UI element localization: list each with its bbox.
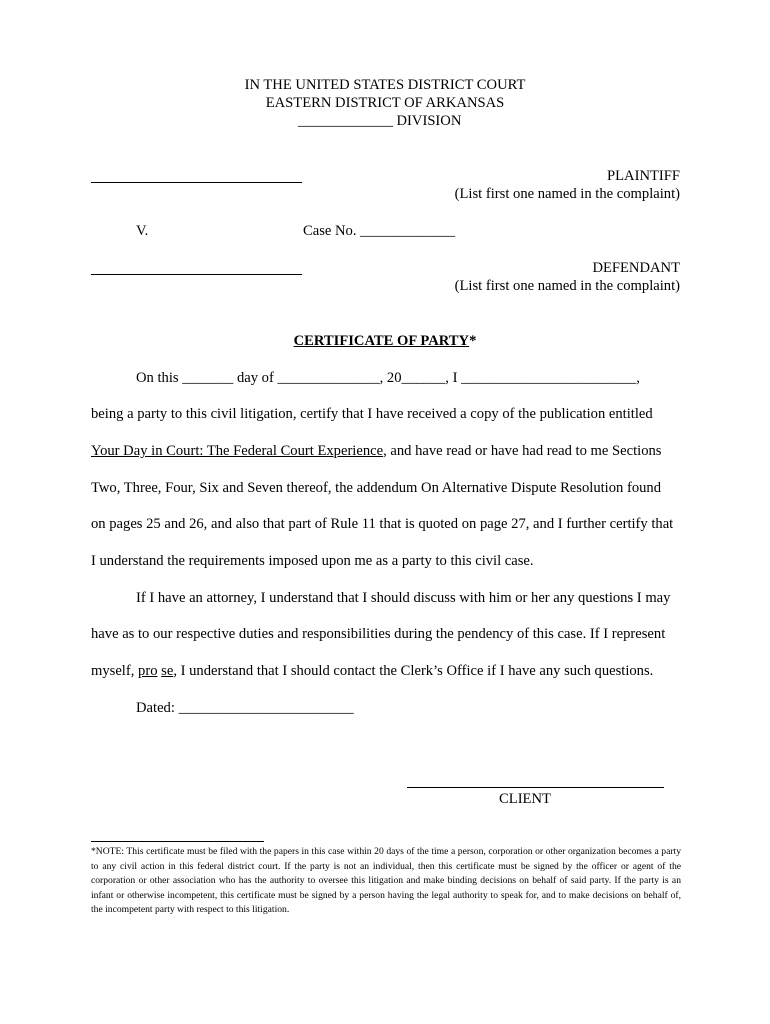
attorney-line-2: have as to our respective duties and responsibilities during the pendency of this case. If I represent bbox=[91, 626, 666, 642]
defendant-label: DEFENDANT bbox=[592, 260, 680, 276]
client-label: CLIENT bbox=[499, 791, 551, 807]
footnote-text: *NOTE: This certificate must be filed with the papers in this case within 20 days of the time a person, corporation or other organization becomes a party to any civil action in this federal district court. If the party is not an individual, then this certificate must be signed by the officer or agent of the corporation or other association who has the authority to oversee this litigation and make binding decisions on behalf of said party. If the party is an infant or otherwise incompetent, this certificate must be signed by a person having the legal authority to speak for, and to make decisions on behalf of, the incompetent party with respect to this litigation. bbox=[91, 846, 681, 916]
certificate-line-3-rest: , and have read or have had read to me Sections bbox=[383, 443, 662, 459]
footnote-separator bbox=[91, 841, 264, 842]
court-name: IN THE UNITED STATES DISTRICT COURT bbox=[244, 77, 526, 93]
plaintiff-label: PLAINTIFF bbox=[607, 168, 680, 184]
certificate-line-date[interactable]: On this _______ day of ______________, 20______, I ________________________, bbox=[136, 370, 640, 386]
attorney-line-3 bbox=[91, 662, 653, 680]
certificate-line-3 bbox=[91, 442, 661, 460]
plaintiff-note: (List first one named in the complaint) bbox=[454, 186, 680, 202]
case-no-label: Case No. bbox=[303, 223, 357, 239]
dated-blank[interactable]: ________________________ bbox=[178, 700, 354, 716]
defendant-name-line[interactable] bbox=[91, 274, 302, 275]
certificate-line-4: Two, Three, Four, Six and Seven thereof, the addendum On Alternative Dispute Resolution found bbox=[91, 480, 662, 496]
division-line bbox=[298, 112, 461, 130]
certificate-title bbox=[0, 332, 770, 350]
attorney-line-1: If I have an attorney, I understand that I should discuss with him or her any questions I may bbox=[136, 590, 671, 606]
plaintiff-name-line[interactable] bbox=[91, 182, 302, 183]
publication-title: Your Day in Court: The Federal Court Experience bbox=[91, 443, 384, 459]
client-signature-line[interactable] bbox=[407, 787, 664, 788]
dated-line bbox=[136, 699, 354, 717]
certificate-title-mark: * bbox=[469, 333, 477, 349]
dated-label: Dated: bbox=[136, 700, 175, 716]
certificate-line-2: being a party to this civil litigation, certify that I have received a copy of the publication entitled bbox=[91, 406, 653, 422]
certificate-line-6: I understand the requirements imposed upon me as a party to this civil case. bbox=[91, 553, 534, 569]
attorney-line-3-post: , I understand that I should contact the Clerk’s Office if I have any such questions. bbox=[173, 663, 654, 679]
case-no-blank[interactable]: _____________ bbox=[360, 223, 456, 239]
case-number-line bbox=[303, 222, 455, 240]
division-label: DIVISION bbox=[396, 113, 462, 129]
attorney-line-3-pre: myself, bbox=[91, 663, 139, 679]
district-name: EASTERN DISTRICT OF ARKANSAS bbox=[265, 95, 505, 111]
certificate-title-text: CERTIFICATE OF PARTY bbox=[293, 333, 470, 349]
division-blank[interactable]: _____________ bbox=[298, 113, 393, 129]
defendant-note: (List first one named in the complaint) bbox=[454, 278, 680, 294]
versus-label: V. bbox=[136, 223, 149, 239]
certificate-line-5: on pages 25 and 26, and also that part of Rule 11 that is quoted on page 27, and I further certify that bbox=[91, 516, 674, 532]
pro-text: pro bbox=[138, 663, 158, 679]
se-text: se bbox=[161, 663, 174, 679]
